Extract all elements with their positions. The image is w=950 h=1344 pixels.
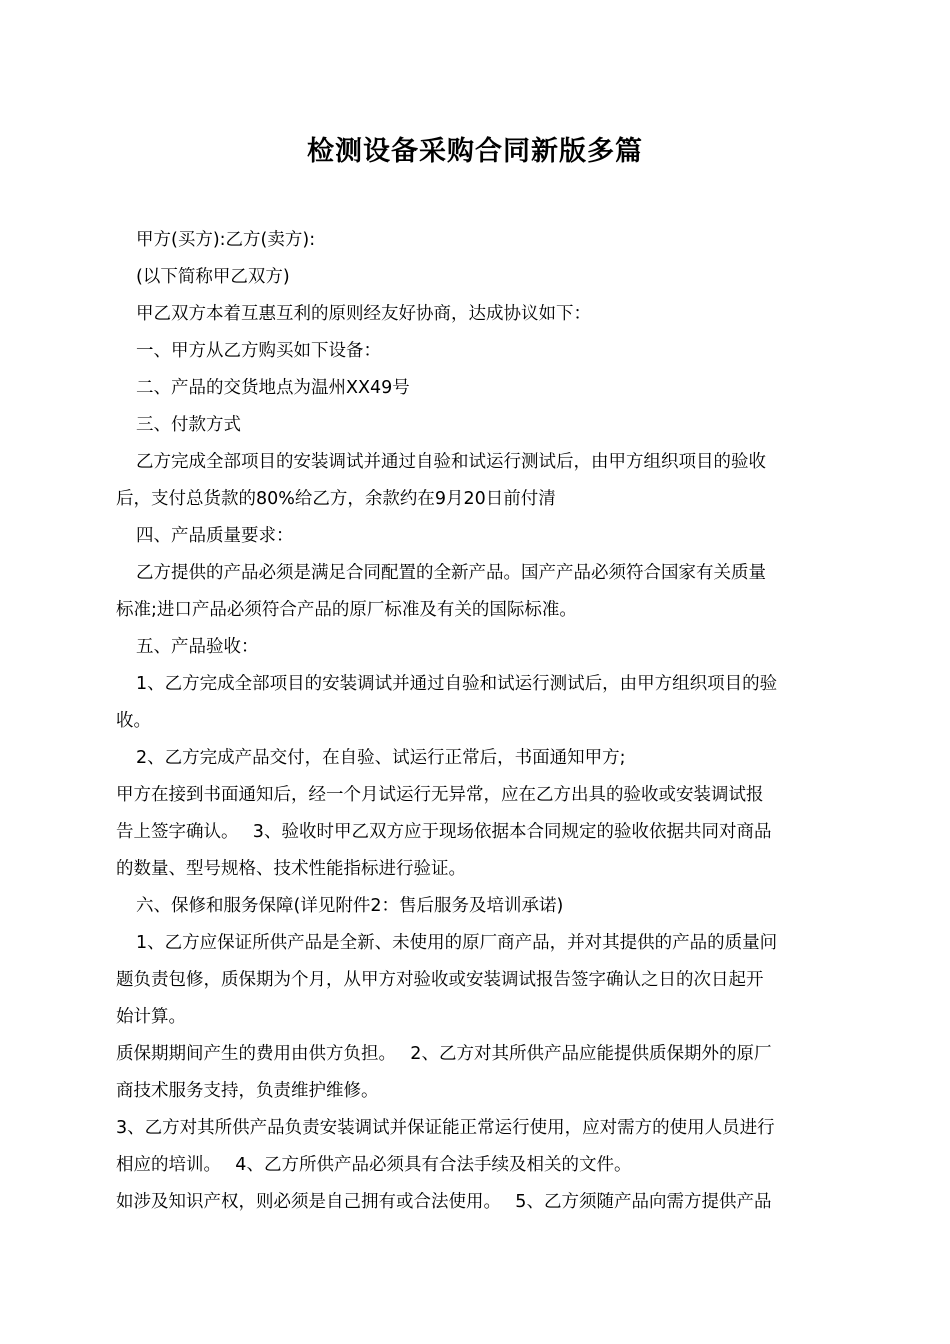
paragraph-line: 乙方提供的产品必须是满足合同配置的全新产品。国产产品必须符合国家有关质量 — [136, 563, 766, 583]
paragraph-line: 质保期期间产生的费用由供方负担。 2、乙方对其所供产品应能提供质保期外的原厂 — [116, 1044, 772, 1064]
paragraph-line: 如涉及知识产权，则必须是自己拥有或合法使用。 5、乙方须随产品向需方提供产品 — [116, 1192, 772, 1212]
paragraph-line: 1、乙方完成全部项目的安装调试并通过自验和试运行测试后，由甲方组织项目的验 — [136, 674, 778, 694]
paragraph-line: 告上签字确认。 3、验收时甲乙双方应于现场依据本合同规定的验收依据共同对商品 — [116, 822, 772, 842]
paragraph-line: 甲方在接到书面通知后，经一个月试运行无异常，应在乙方出具的验收或安装调试报 — [116, 785, 764, 805]
section-heading: 四、产品质量要求： — [136, 526, 294, 546]
paragraph-line: 标准;进口产品必须符合产品的原厂标准及有关的国际标准。 — [116, 600, 577, 620]
paragraph-line: 3、乙方对其所供产品负责安装调试并保证能正常运行使用，应对需方的使用人员进行 — [116, 1118, 775, 1138]
paragraph-line: 后，支付总货款的80%给乙方，余款约在9月20日前付清 — [116, 489, 556, 509]
paragraph-line: 甲乙双方本着互惠互利的原则经友好协商，达成协议如下： — [136, 304, 591, 324]
paragraph-line: 的数量、型号规格、技术性能指标进行验证。 — [116, 859, 466, 879]
paragraph-line: 2、乙方完成产品交付，在自验、试运行正常后，书面通知甲方; — [136, 748, 626, 768]
section-heading: 二、产品的交货地点为温州XX49号 — [136, 378, 410, 398]
paragraph-line: (以下简称甲乙双方) — [136, 267, 290, 287]
section-heading: 三、付款方式 — [136, 415, 241, 435]
section-heading: 六、保修和服务保障(详见附件2：售后服务及培训承诺) — [136, 896, 564, 916]
paragraph-line: 商技术服务支持，负责维护维修。 — [116, 1081, 379, 1101]
paragraph-line: 相应的培训。 4、乙方所供产品必须具有合法手续及相关的文件。 — [116, 1155, 632, 1175]
paragraph-line: 1、乙方应保证所供产品是全新、未使用的原厂商产品，并对其提供的产品的质量问 — [136, 933, 778, 953]
paragraph-line: 收。 — [116, 711, 151, 731]
document-title: 检测设备采购合同新版多篇 — [307, 136, 643, 167]
section-heading: 一、甲方从乙方购买如下设备： — [136, 341, 381, 361]
paragraph-line: 题负责包修，质保期为个月，从甲方对验收或安装调试报告签字确认之日的次日起开 — [116, 970, 764, 990]
section-heading: 五、产品验收： — [136, 637, 259, 657]
paragraph-line: 始计算。 — [116, 1007, 186, 1027]
paragraph-line: 甲方(买方):乙方(卖方): — [136, 230, 316, 250]
document-body — [116, 222, 838, 1221]
paragraph-line: 乙方完成全部项目的安装调试并通过自验和试运行测试后，由甲方组织项目的验收 — [136, 452, 766, 472]
